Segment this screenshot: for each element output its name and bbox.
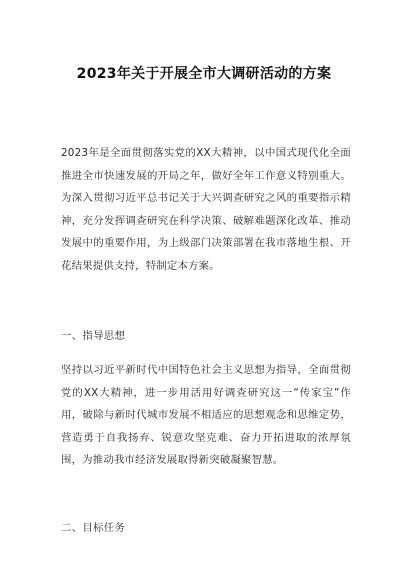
intro-paragraph: 2023年是全面贯彻落实党的XX大精神，以中国式现代化全面推进全市快速发展的开局之年，做好全年工作意义特别重大。为深入贯彻习近平总书记关于大兴调查研究之风的重要指示精神，充分发挥调查研究在科学决策、破解难题深化改革、推动发展中的重要作用，为上级部门决策部署在我市落地生根、开花结果提供支持，特制定本方案。 <box>61 147 351 272</box>
document-title: 2023年关于开展全市大调研活动的方案 <box>76 66 332 82</box>
section-paragraph-guiding-ideology: 坚持以习近平新时代中国特色社会主义思想为指导，全面贯彻党的XX大精神，进一步用活用好调查研究这一“传家宝”作用，破除与新时代城市发展不相适应的思想观念和思维定势，营造勇于自我扬弃、锐意攻坚克难、奋力开拓进取的浓厚氛围，为推动我市经济发展取得新突破凝聚智慧。 <box>61 364 351 466</box>
section-heading-goals-tasks: 二、目标任务 <box>61 522 126 534</box>
section-heading-guiding-ideology: 一、指导思想 <box>61 330 126 342</box>
